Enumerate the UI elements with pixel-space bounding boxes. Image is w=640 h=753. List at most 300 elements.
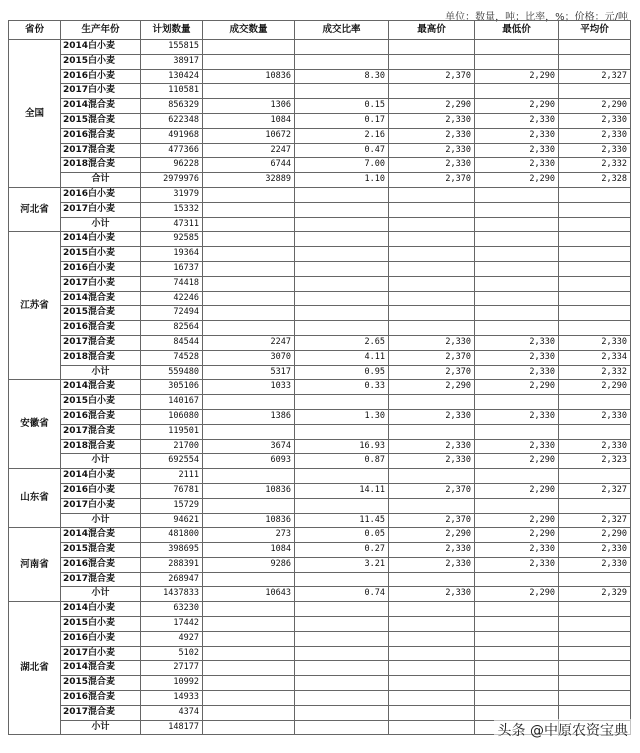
- plan-cell: 19364: [141, 247, 203, 262]
- subtotal-min-price-cell: 2,290: [475, 454, 559, 469]
- table-row: [9, 498, 631, 513]
- max-price-cell: [389, 54, 475, 69]
- subtotal-ratio-cell: [295, 720, 389, 735]
- avg-price-cell: [559, 247, 631, 262]
- min-price-cell: [475, 469, 559, 484]
- subtotal-deal-cell: 10836: [203, 513, 295, 528]
- table-row: [9, 469, 631, 484]
- subtotal-min-price-cell: 2,290: [475, 587, 559, 602]
- plan-cell: 27177: [141, 661, 203, 676]
- year-cell: 2016混合麦: [61, 409, 141, 424]
- avg-price-cell: [559, 631, 631, 646]
- max-price-cell: 2,330: [389, 113, 475, 128]
- max-price-cell: 2,330: [389, 543, 475, 558]
- table-row: [9, 483, 631, 498]
- year-cell: 2014混合麦: [61, 380, 141, 395]
- year-cell: 2016混合麦: [61, 557, 141, 572]
- table-row: [9, 113, 631, 128]
- year-cell: 2016白小麦: [61, 69, 141, 84]
- table-row: [9, 350, 631, 365]
- subtotal-deal-cell: 6093: [203, 454, 295, 469]
- ratio-cell: [295, 469, 389, 484]
- plan-cell: 74418: [141, 276, 203, 291]
- ratio-cell: [295, 247, 389, 262]
- plan-cell: 76781: [141, 483, 203, 498]
- deal-cell: 273: [203, 528, 295, 543]
- avg-price-cell: 2,330: [559, 409, 631, 424]
- subtotal-ratio-cell: 0.74: [295, 587, 389, 602]
- min-price-cell: [475, 661, 559, 676]
- ratio-cell: 14.11: [295, 483, 389, 498]
- province-cell: 河北省: [9, 187, 61, 231]
- ratio-cell: 7.00: [295, 158, 389, 173]
- min-price-cell: 2,290: [475, 528, 559, 543]
- watermark: 头条 @中原农资宝典: [494, 719, 632, 741]
- ratio-cell: [295, 276, 389, 291]
- plan-cell: 856329: [141, 99, 203, 114]
- col-header-year: 生产年份: [61, 21, 141, 40]
- min-price-cell: 2,290: [475, 483, 559, 498]
- plan-cell: 38917: [141, 54, 203, 69]
- plan-cell: 15332: [141, 202, 203, 217]
- plan-cell: 305106: [141, 380, 203, 395]
- table-row: [9, 84, 631, 99]
- max-price-cell: [389, 572, 475, 587]
- subtotal-plan-cell: 559480: [141, 365, 203, 380]
- subtotal-max-price-cell: 2,330: [389, 454, 475, 469]
- year-cell: 2015白小麦: [61, 247, 141, 262]
- max-price-cell: 2,330: [389, 557, 475, 572]
- max-price-cell: [389, 276, 475, 291]
- subtotal-avg-price-cell: 2,329: [559, 587, 631, 602]
- deal-cell: [203, 247, 295, 262]
- avg-price-cell: [559, 261, 631, 276]
- year-cell: 2014白小麦: [61, 602, 141, 617]
- subtotal-label: 小计: [61, 513, 141, 528]
- min-price-cell: [475, 572, 559, 587]
- plan-cell: 481800: [141, 528, 203, 543]
- max-price-cell: [389, 691, 475, 706]
- min-price-cell: [475, 232, 559, 247]
- deal-cell: [203, 424, 295, 439]
- subtotal-plan-cell: 94621: [141, 513, 203, 528]
- unit-note: 单位：数量，吨；比率，%；价格：元/吨: [445, 12, 628, 23]
- deal-cell: [203, 691, 295, 706]
- max-price-cell: [389, 617, 475, 632]
- avg-price-cell: 2,330: [559, 335, 631, 350]
- subtotal-ratio-cell: 0.87: [295, 454, 389, 469]
- year-cell: 2017混合麦: [61, 705, 141, 720]
- avg-price-cell: [559, 646, 631, 661]
- avg-price-cell: [559, 54, 631, 69]
- subtotal-label: 小计: [61, 365, 141, 380]
- year-cell: 2016混合麦: [61, 128, 141, 143]
- min-price-cell: 2,330: [475, 113, 559, 128]
- ratio-cell: [295, 498, 389, 513]
- subtotal-deal-cell: 10643: [203, 587, 295, 602]
- ratio-cell: [295, 202, 389, 217]
- deal-cell: 6744: [203, 158, 295, 173]
- table-row: [9, 232, 631, 247]
- col-header-province: 省份: [9, 21, 61, 40]
- table-row: [9, 187, 631, 202]
- plan-cell: 119501: [141, 424, 203, 439]
- table-row: [9, 54, 631, 69]
- table-row: [9, 424, 631, 439]
- subtotal-min-price-cell: [475, 217, 559, 232]
- subtotal-row: [9, 217, 631, 232]
- plan-cell: 84544: [141, 335, 203, 350]
- plan-cell: 96228: [141, 158, 203, 173]
- deal-cell: [203, 602, 295, 617]
- ratio-cell: [295, 40, 389, 55]
- min-price-cell: [475, 424, 559, 439]
- year-cell: 2017白小麦: [61, 646, 141, 661]
- table-row: [9, 409, 631, 424]
- min-price-cell: [475, 321, 559, 336]
- subtotal-avg-price-cell: 2,332: [559, 365, 631, 380]
- ratio-cell: 1.30: [295, 409, 389, 424]
- avg-price-cell: [559, 202, 631, 217]
- max-price-cell: 2,330: [389, 409, 475, 424]
- subtotal-plan-cell: 47311: [141, 217, 203, 232]
- plan-cell: 15729: [141, 498, 203, 513]
- year-cell: 2014混合麦: [61, 661, 141, 676]
- max-price-cell: [389, 395, 475, 410]
- plan-cell: 130424: [141, 69, 203, 84]
- deal-cell: [203, 661, 295, 676]
- max-price-cell: [389, 661, 475, 676]
- plan-cell: 110581: [141, 84, 203, 99]
- subtotal-deal-cell: [203, 217, 295, 232]
- deal-cell: [203, 572, 295, 587]
- year-cell: 2015混合麦: [61, 543, 141, 558]
- min-price-cell: [475, 84, 559, 99]
- plan-cell: 155815: [141, 40, 203, 55]
- ratio-cell: [295, 84, 389, 99]
- max-price-cell: 2,330: [389, 439, 475, 454]
- plan-cell: 398695: [141, 543, 203, 558]
- table-row: [9, 691, 631, 706]
- max-price-cell: [389, 676, 475, 691]
- subtotal-plan-cell: 2979976: [141, 173, 203, 188]
- col-header-max-price: 最高价: [389, 21, 475, 40]
- deal-cell: 1033: [203, 380, 295, 395]
- min-price-cell: 2,290: [475, 380, 559, 395]
- min-price-cell: [475, 705, 559, 720]
- avg-price-cell: [559, 232, 631, 247]
- year-cell: 2017白小麦: [61, 202, 141, 217]
- table-row: [9, 276, 631, 291]
- avg-price-cell: 2,290: [559, 528, 631, 543]
- avg-price-cell: 2,330: [559, 128, 631, 143]
- deal-cell: 3674: [203, 439, 295, 454]
- subtotal-max-price-cell: 2,370: [389, 173, 475, 188]
- table-body: [9, 40, 631, 735]
- col-header-ratio: 成交比率: [295, 21, 389, 40]
- subtotal-max-price-cell: 2,370: [389, 513, 475, 528]
- plan-cell: 288391: [141, 557, 203, 572]
- subtotal-avg-price-cell: 2,323: [559, 454, 631, 469]
- plan-cell: 74528: [141, 350, 203, 365]
- auction-table: [8, 20, 631, 735]
- min-price-cell: 2,330: [475, 335, 559, 350]
- deal-cell: [203, 676, 295, 691]
- ratio-cell: [295, 631, 389, 646]
- subtotal-deal-cell: [203, 720, 295, 735]
- avg-price-cell: 2,332: [559, 158, 631, 173]
- min-price-cell: [475, 187, 559, 202]
- ratio-cell: 0.05: [295, 528, 389, 543]
- plan-cell: 21700: [141, 439, 203, 454]
- avg-price-cell: [559, 306, 631, 321]
- plan-cell: 72494: [141, 306, 203, 321]
- plan-cell: 4374: [141, 705, 203, 720]
- avg-price-cell: [559, 705, 631, 720]
- year-cell: 2017白小麦: [61, 498, 141, 513]
- ratio-cell: [295, 54, 389, 69]
- plan-cell: 16737: [141, 261, 203, 276]
- plan-cell: 4927: [141, 631, 203, 646]
- subtotal-min-price-cell: 2,290: [475, 513, 559, 528]
- table-row: [9, 291, 631, 306]
- year-cell: 2014白小麦: [61, 40, 141, 55]
- table-row: [9, 143, 631, 158]
- table-row: [9, 158, 631, 173]
- table-row: [9, 543, 631, 558]
- max-price-cell: [389, 469, 475, 484]
- min-price-cell: [475, 276, 559, 291]
- min-price-cell: [475, 395, 559, 410]
- table-row: [9, 306, 631, 321]
- min-price-cell: [475, 617, 559, 632]
- table-row: [9, 395, 631, 410]
- province-cell: 湖北省: [9, 602, 61, 735]
- ratio-cell: 16.93: [295, 439, 389, 454]
- ratio-cell: [295, 395, 389, 410]
- subtotal-max-price-cell: [389, 720, 475, 735]
- avg-price-cell: [559, 84, 631, 99]
- table-row: [9, 661, 631, 676]
- deal-cell: [203, 395, 295, 410]
- plan-cell: 14933: [141, 691, 203, 706]
- table-row: [9, 99, 631, 114]
- max-price-cell: 2,290: [389, 528, 475, 543]
- year-cell: 2016混合麦: [61, 321, 141, 336]
- plan-cell: 42246: [141, 291, 203, 306]
- table-row: [9, 705, 631, 720]
- ratio-cell: 0.17: [295, 113, 389, 128]
- avg-price-cell: [559, 276, 631, 291]
- year-cell: 2016白小麦: [61, 187, 141, 202]
- min-price-cell: [475, 646, 559, 661]
- max-price-cell: [389, 202, 475, 217]
- year-cell: 2018混合麦: [61, 350, 141, 365]
- ratio-cell: [295, 232, 389, 247]
- subtotal-row: [9, 173, 631, 188]
- deal-cell: 10672: [203, 128, 295, 143]
- table-row: [9, 528, 631, 543]
- avg-price-cell: [559, 676, 631, 691]
- ratio-cell: [295, 321, 389, 336]
- year-cell: 2015白小麦: [61, 395, 141, 410]
- deal-cell: 10836: [203, 69, 295, 84]
- table-row: [9, 439, 631, 454]
- max-price-cell: [389, 261, 475, 276]
- max-price-cell: 2,330: [389, 158, 475, 173]
- subtotal-deal-cell: 5317: [203, 365, 295, 380]
- year-cell: 2014白小麦: [61, 232, 141, 247]
- plan-cell: 491968: [141, 128, 203, 143]
- deal-cell: [203, 187, 295, 202]
- ratio-cell: [295, 617, 389, 632]
- min-price-cell: [475, 691, 559, 706]
- max-price-cell: 2,330: [389, 335, 475, 350]
- subtotal-avg-price-cell: [559, 217, 631, 232]
- plan-cell: 106080: [141, 409, 203, 424]
- min-price-cell: 2,330: [475, 543, 559, 558]
- plan-cell: 477366: [141, 143, 203, 158]
- min-price-cell: [475, 247, 559, 262]
- table-row: [9, 631, 631, 646]
- subtotal-label: 小计: [61, 587, 141, 602]
- subtotal-avg-price-cell: 2,327: [559, 513, 631, 528]
- subtotal-row: [9, 365, 631, 380]
- year-cell: 2015混合麦: [61, 676, 141, 691]
- subtotal-label: 合计: [61, 173, 141, 188]
- ratio-cell: 0.47: [295, 143, 389, 158]
- year-cell: 2017白小麦: [61, 84, 141, 99]
- ratio-cell: [295, 705, 389, 720]
- avg-price-cell: [559, 498, 631, 513]
- table-row: [9, 617, 631, 632]
- table-row: [9, 40, 631, 55]
- deal-cell: 1084: [203, 113, 295, 128]
- year-cell: 2018混合麦: [61, 158, 141, 173]
- max-price-cell: [389, 424, 475, 439]
- max-price-cell: [389, 602, 475, 617]
- avg-price-cell: 2,330: [559, 439, 631, 454]
- min-price-cell: [475, 631, 559, 646]
- avg-price-cell: [559, 395, 631, 410]
- avg-price-cell: [559, 691, 631, 706]
- ratio-cell: [295, 306, 389, 321]
- plan-cell: 10992: [141, 676, 203, 691]
- max-price-cell: 2,370: [389, 69, 475, 84]
- max-price-cell: 2,330: [389, 143, 475, 158]
- avg-price-cell: [559, 602, 631, 617]
- year-cell: 2015白小麦: [61, 617, 141, 632]
- avg-price-cell: [559, 424, 631, 439]
- ratio-cell: 0.15: [295, 99, 389, 114]
- col-header-avg-price: 平均价: [559, 21, 631, 40]
- deal-cell: [203, 306, 295, 321]
- table-row: [9, 572, 631, 587]
- header-row: [9, 21, 631, 40]
- ratio-cell: [295, 602, 389, 617]
- table-row: [9, 247, 631, 262]
- col-header-plan: 计划数量: [141, 21, 203, 40]
- avg-price-cell: [559, 469, 631, 484]
- deal-cell: [203, 631, 295, 646]
- max-price-cell: [389, 646, 475, 661]
- year-cell: 2017混合麦: [61, 572, 141, 587]
- deal-cell: 1386: [203, 409, 295, 424]
- plan-cell: 31979: [141, 187, 203, 202]
- year-cell: 2016白小麦: [61, 261, 141, 276]
- min-price-cell: [475, 54, 559, 69]
- ratio-cell: [295, 187, 389, 202]
- subtotal-min-price-cell: 2,290: [475, 173, 559, 188]
- ratio-cell: [295, 261, 389, 276]
- avg-price-cell: [559, 661, 631, 676]
- deal-cell: [203, 646, 295, 661]
- ratio-cell: 2.16: [295, 128, 389, 143]
- max-price-cell: [389, 232, 475, 247]
- table-row: [9, 335, 631, 350]
- subtotal-ratio-cell: [295, 217, 389, 232]
- year-cell: 2014混合麦: [61, 291, 141, 306]
- subtotal-max-price-cell: [389, 217, 475, 232]
- year-cell: 2017白小麦: [61, 276, 141, 291]
- deal-cell: 1306: [203, 99, 295, 114]
- province-cell: 山东省: [9, 469, 61, 528]
- max-price-cell: [389, 84, 475, 99]
- max-price-cell: [389, 291, 475, 306]
- max-price-cell: [389, 187, 475, 202]
- province-cell: 河南省: [9, 528, 61, 602]
- year-cell: 2016白小麦: [61, 631, 141, 646]
- deal-cell: 1084: [203, 543, 295, 558]
- min-price-cell: [475, 676, 559, 691]
- ratio-cell: 8.30: [295, 69, 389, 84]
- max-price-cell: [389, 306, 475, 321]
- max-price-cell: [389, 705, 475, 720]
- min-price-cell: [475, 202, 559, 217]
- subtotal-plan-cell: 148177: [141, 720, 203, 735]
- min-price-cell: [475, 261, 559, 276]
- ratio-cell: 2.65: [295, 335, 389, 350]
- year-cell: 2016白小麦: [61, 483, 141, 498]
- min-price-cell: 2,330: [475, 158, 559, 173]
- ratio-cell: 3.21: [295, 557, 389, 572]
- province-cell: 安徽省: [9, 380, 61, 469]
- table-row: [9, 128, 631, 143]
- year-cell: 2016混合麦: [61, 691, 141, 706]
- min-price-cell: [475, 291, 559, 306]
- col-header-deal: 成交数量: [203, 21, 295, 40]
- plan-cell: 5102: [141, 646, 203, 661]
- ratio-cell: 0.33: [295, 380, 389, 395]
- plan-cell: 622348: [141, 113, 203, 128]
- year-cell: 2014混合麦: [61, 528, 141, 543]
- max-price-cell: [389, 631, 475, 646]
- subtotal-label: 小计: [61, 217, 141, 232]
- ratio-cell: [295, 676, 389, 691]
- deal-cell: [203, 705, 295, 720]
- avg-price-cell: [559, 291, 631, 306]
- min-price-cell: [475, 498, 559, 513]
- avg-price-cell: [559, 40, 631, 55]
- table-row: [9, 602, 631, 617]
- plan-cell: 92585: [141, 232, 203, 247]
- plan-cell: 63230: [141, 602, 203, 617]
- subtotal-ratio-cell: 1.10: [295, 173, 389, 188]
- subtotal-avg-price-cell: 2,328: [559, 173, 631, 188]
- min-price-cell: 2,290: [475, 99, 559, 114]
- plan-cell: 268947: [141, 572, 203, 587]
- max-price-cell: 2,330: [389, 128, 475, 143]
